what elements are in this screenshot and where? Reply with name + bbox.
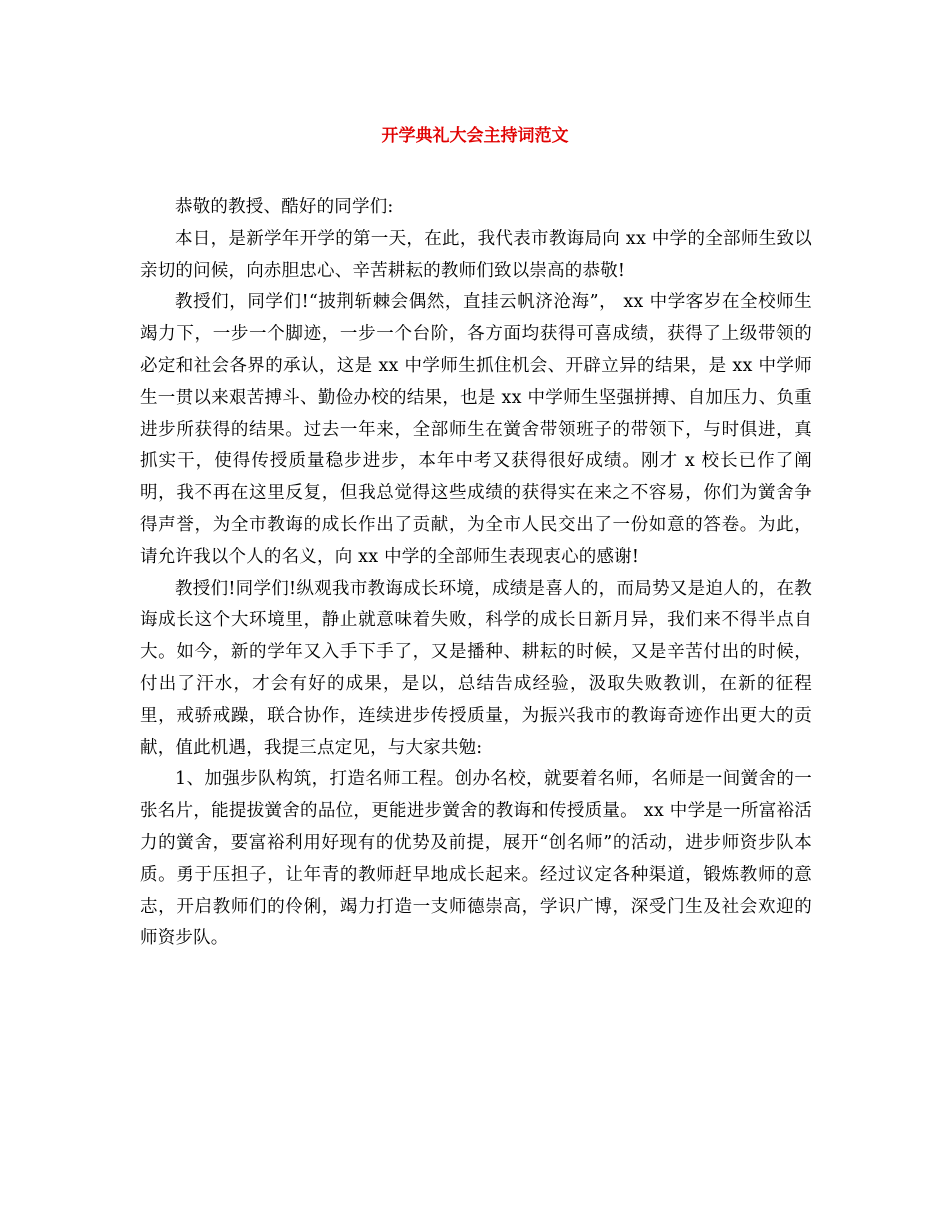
- document-body: [140, 192, 812, 955]
- paragraph-achievements: 教授们，同学们!“披荆斩棘会偶然，直挂云帆济沧海”， xx 中学客岁在全校师生竭力下，一步一个脚迹，一步一个台阶，各方面均获得可喜成绩，获得了上级带领的必定和社会各界的承认，这是 xx 中学师生抓住机会、开辟立异的结果，是 xx 中学师生一贯以来艰苦搏斗、勤俭办校的结果，也是 xx 中学师生坚强拼搏、自加压力、负重进步所获得的结果。过去一年来，全部师生在黉舍带领班子的带领下，与时俱进，真抓实干，使得传授质量稳步进步，本年中考又获得很好成绩。刚才 x 校长已作了阐明，我不再在这里反复，但我总觉得这些成绩的获得实在来之不容易，你们为黉舍争得声誉，为全市教诲的成长作出了贡献，为全市人民交出了一份如意的答卷。为此，请允许我以个人的名义，向 xx 中学的全部师生表现衷心的感谢!: [140, 292, 812, 567]
- paragraph-point-1: 1、加强步队构筑，打造名师工程。创办名校，就要着名师，名师是一间黉舍的一张名片，能提拔黉舍的品位，更能进步黉舍的教诲和传授质量。 xx 中学是一所富裕活力的黉舍，要富裕利用好现有的优势及前提，展开“创名师”的活动，进步师资步队本质。勇于压担子，让年青的教师赶早地成长起来。经过议定各种渠道，锻炼教师的意志，开启教师们的伶俐，竭力打造一支师德崇高，学识广博，深受门生及社会欢迎的师资步队。: [140, 769, 812, 949]
- paragraph-outlook: 教授们!同学们!纵观我市教诲成长环境，成绩是喜人的，而局势又是迫人的，在教诲成长这个大环境里，静止就意味着失败，科学的成长日新月异，我们来不得半点自大。如今，新的学年又入手下手了，又是播种、耕耘的时候，又是辛苦付出的时候，付出了汗水，才会有好的成果，是以，总结告成经验，汲取失败教训，在新的征程里，戒骄戒躁，联合协作，连续进步传授质量，为振兴我市的教诲奇迹作出更大的贡献，值此机遇，我提三点定见，与大家共勉:: [140, 578, 812, 758]
- paragraph-salutation: 恭敬的教授、酷好的同学们:: [175, 197, 394, 217]
- document-title: 开学典礼大会主持词范文: [381, 126, 569, 146]
- paragraph-opening: 本日，是新学年开学的第一天，在此，我代表市教诲局向 xx 中学的全部师生致以亲切的问候，向赤胆忠心、辛苦耕耘的教师们致以崇高的恭敬!: [140, 228, 812, 281]
